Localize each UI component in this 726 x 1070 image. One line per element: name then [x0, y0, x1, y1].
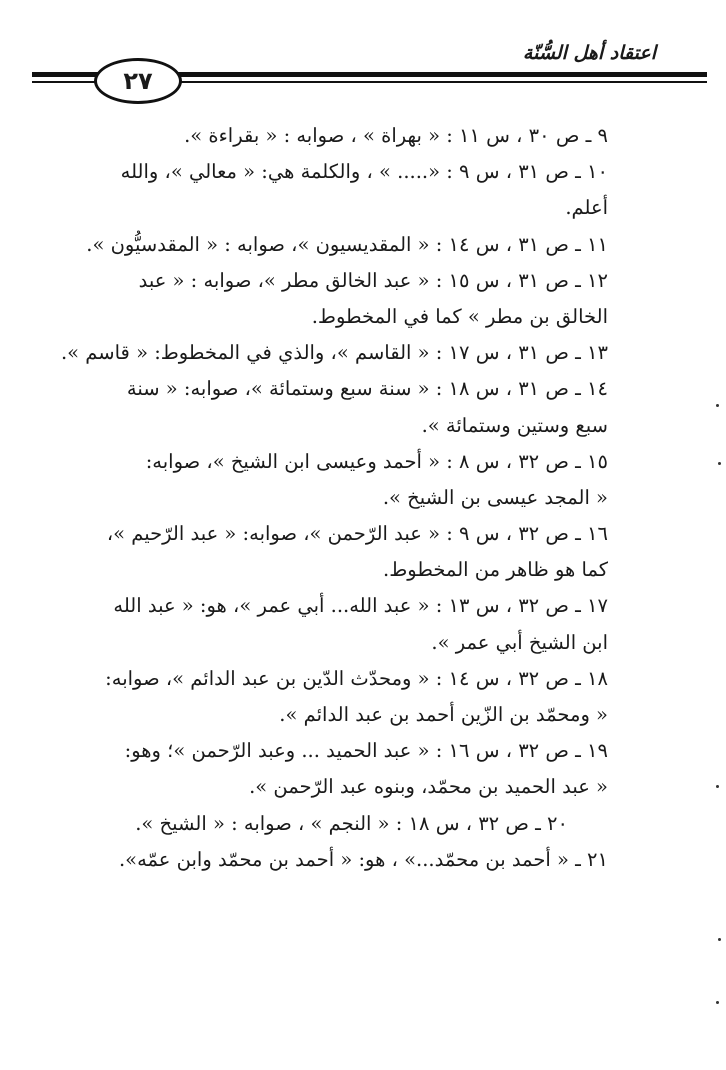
text-line: كما هو ظاهر من المخطوط. [383, 558, 608, 582]
text-line: ١٥ ـ ص ٣٢ ، س ٨ : « أحمد وعيسى ابن الشيخ »، صوابه: [145, 449, 608, 473]
text-line: ١٢ ـ ص ٣١ ، س ١٥ : « عبد الخالق مطر »، صوابه : « عبد [138, 268, 608, 292]
text-line: الخالق بن مطر » كما في المخطوط. [311, 304, 608, 328]
scan-speck [716, 1001, 719, 1004]
text-line: ٩ ـ ص ٣٠ ، س ١١ : « بهراة » ، صوابه : « بقراءة ». [184, 124, 608, 147]
text-line: سبع وستين وستمائة ». [421, 413, 608, 437]
text-line: « ومحمّد بن الزّين أحمد بن عبد الدائم ». [279, 703, 608, 726]
scan-speck [716, 785, 719, 788]
running-header-title: اعتقاد أهل السُّنّة [522, 42, 656, 64]
text-line: ١١ ـ ص ٣١ ، س ١٤ : « المقديسيون »، صوابه : « المقدسيُّون ». [86, 232, 608, 256]
text-line: ١٩ ـ ص ٣٢ ، س ١٦ : « عبد الحميد ... وعبد الرّحمن »؛ وهو: [124, 739, 608, 763]
errata-list [34, 118, 608, 878]
text-line: ١٦ ـ ص ٣٢ ، س ٩ : « عبد الرّحمن »، صوابه: « عبد الرّحيم »، [106, 522, 608, 546]
text-line: ١٤ ـ ص ٣١ ، س ١٨ : « سنة سبع وستمائة »، صوابه: « سنة [126, 377, 608, 401]
text-line: ١٧ ـ ص ٣٢ ، س ١٣ : « عبد الله... أبي عمر »، هو: « عبد الله [113, 594, 608, 618]
text-line: أعلم. [565, 196, 608, 220]
scan-speck [716, 404, 719, 407]
page-number-badge: ٢٧ [94, 58, 182, 104]
text-line: ١٣ ـ ص ٣١ ، س ١٧ : « القاسم »، والذي في المخطوط: « قاسم ». [60, 341, 608, 365]
text-line: « عبد الحميد بن محمّد، وبنوه عبد الرّحمن ». [249, 775, 608, 799]
scan-speck [718, 938, 721, 941]
text-line: ١٨ ـ ص ٣٢ ، س ١٤ : « ومحدّث الدّين بن عبد الدائم »، صوابه: [105, 666, 608, 690]
scan-speck [718, 462, 721, 465]
text-line: ٢١ ـ « أحمد بن محمّد...» ، هو: « أحمد بن محمّد وابن عمّه». [118, 847, 608, 871]
text-line: « المجد عيسى بن الشيخ ». [382, 485, 608, 509]
text-line: ٢٠ ـ ص ٣٢ ، س ١٨ : « النجم » ، صوابه : « الشيخ ». [135, 811, 568, 835]
text-line: ١٠ ـ ص ٣١ ، س ٩ : «..... » ، والكلمة هي: « معالي »، والله [120, 160, 608, 184]
text-line: ابن الشيخ أبي عمر ». [431, 630, 608, 654]
